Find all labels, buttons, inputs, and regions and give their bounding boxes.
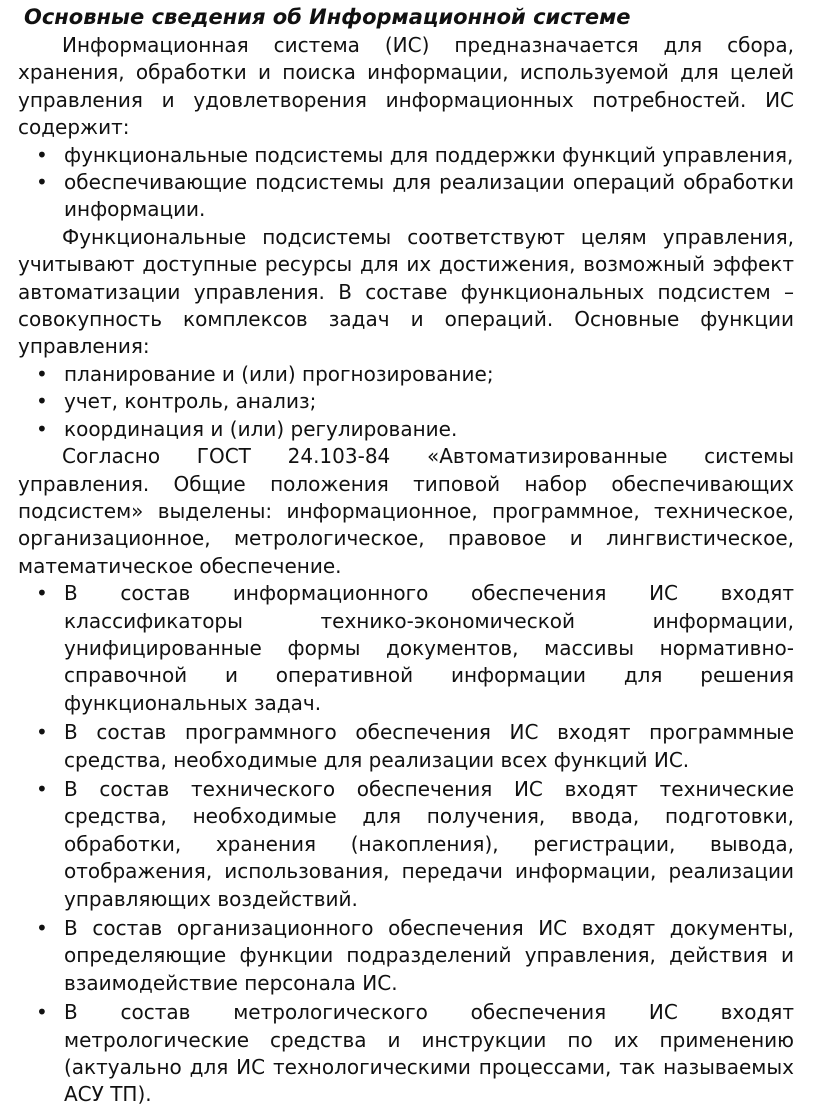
subsystems-list (18, 142, 794, 224)
management-functions-list (18, 361, 794, 443)
list-item: • планирование и (или) прогнозирование; (18, 361, 794, 388)
list-item: • функциональные подсистемы для поддержки функций управления, (18, 142, 794, 169)
support-subsystems-list (18, 580, 794, 1109)
paragraph-gost: Согласно ГОСТ 24.103-84 «Автоматизированные системы управления. Общие положения типовой набор обеспечивающих подсистем» выделены: информационное, программное, техническое, организационное, метрологическое, правовое и лингвистическое, математическое обеспечение. (18, 444, 794, 578)
paragraph-intro: Информационная система (ИС) предназначается для сбора, хранения, обработки и поиска информации, используемой для целей управления и удовлетворения информационных потребностей. ИС содержит: (18, 33, 794, 140)
list-item: • учет, контроль, анализ; (18, 388, 794, 415)
paragraph-functional-subsystems: Функциональные подсистемы соответствуют целям управления, учитывают доступные ресурсы для их достижения, возможный эффект автоматизации управления. В составе функциональных подсистем – совокупность комплексов задач и операций. Основные функции управления: (18, 224, 794, 359)
document-title: Основные сведения об Информационной системе (24, 5, 631, 29)
list-item: • В состав программного обеспечения ИС входят программные средства, необходимые для реализации всех функций ИС. (18, 719, 794, 774)
list-item: • координация и (или) регулирование. (18, 416, 794, 443)
list-item: • В состав метрологического обеспечения ИС входят метрологические средства и инструкции по их применению (актуально для ИС технологическими процессами, так называемых АСУ ТП). (18, 999, 794, 1109)
list-item: • В состав технического обеспечения ИС входят технические средства, необходимые для получения, ввода, подготовки, обработки, хранения (накопления), регистрации, вывода, отображения, использования, передачи информации, реализации управляющих воздействий. (18, 776, 794, 913)
list-item: • В состав информационного обеспечения ИС входят классификаторы технико-экономической информации, унифицированные формы документов, массивы нормативно-справочной и оперативной информации для решения функциональных задач. (18, 580, 794, 717)
list-item: • В состав организационного обеспечения ИС входят документы, определяющие функции подразделений управления, действия и взаимодействие персонала ИС. (18, 915, 794, 997)
list-item: • обеспечивающие подсистемы для реализации операций обработки информации. (18, 169, 794, 224)
